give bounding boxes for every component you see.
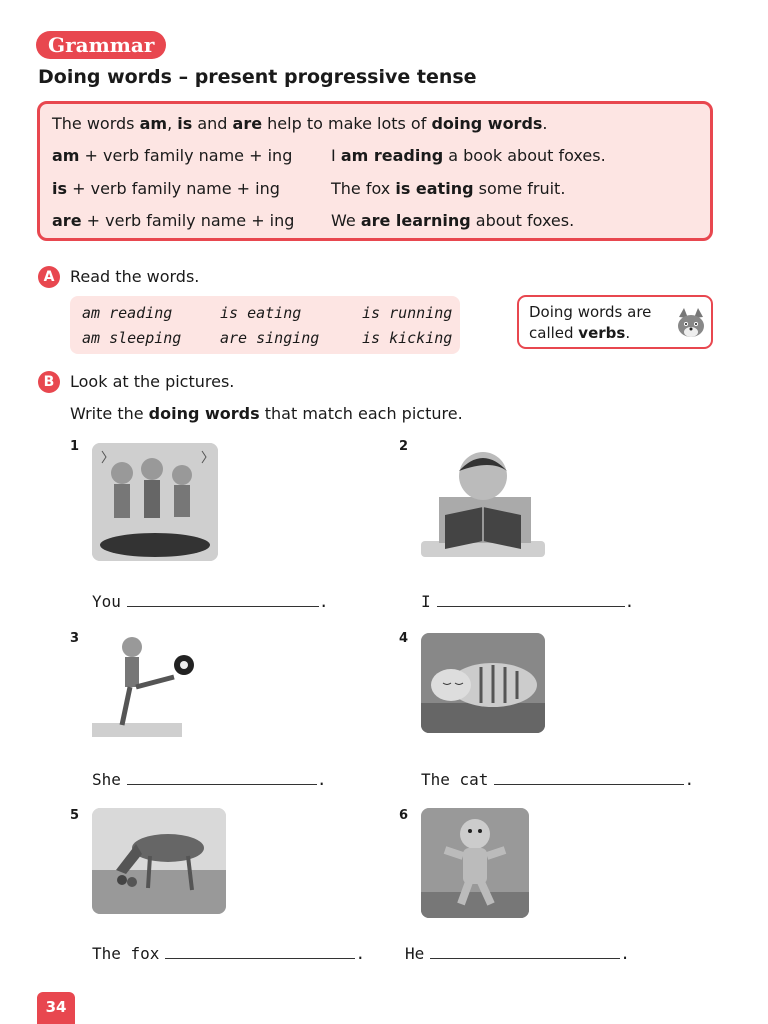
picture-cat-sleeping	[421, 633, 545, 733]
exercise-number: 4	[399, 631, 409, 646]
word-bank-item: am reading	[82, 304, 173, 322]
picture-girl-kicking-ball	[92, 633, 202, 737]
section-label: Grammar	[36, 31, 166, 59]
instruction-text: Write the	[70, 404, 149, 423]
blank-line[interactable]	[437, 592, 625, 607]
answer-prompt: The fox	[92, 944, 160, 963]
example-text: about foxes.	[470, 211, 575, 230]
answer-prompt: You	[92, 592, 121, 611]
section-b-instruction-1: Look at the pictures.	[70, 372, 235, 391]
answer-end: .	[316, 770, 327, 789]
intro-bold: am	[139, 114, 168, 133]
exercise-number: 1	[70, 439, 80, 454]
picture-boy-reading	[421, 443, 545, 557]
tip-text: .	[625, 324, 631, 342]
answer-line-2[interactable]	[421, 592, 634, 611]
blank-line[interactable]	[127, 770, 317, 785]
example-text: The fox	[331, 179, 396, 198]
answer-prompt: I	[421, 592, 431, 611]
intro-text: .	[542, 114, 548, 133]
picture-fox-eating	[92, 808, 226, 914]
picture-children-singing	[92, 443, 218, 561]
tip-note	[517, 295, 713, 349]
exercise-number: 3	[70, 631, 80, 646]
formula-text: + verb family name + ing	[79, 146, 293, 165]
fox-mascot-icon	[673, 307, 709, 343]
section-a-badge: A	[38, 266, 60, 288]
example-bold: are learning	[360, 211, 471, 230]
page-number: 34	[37, 992, 75, 1024]
instruction-text: that match each picture.	[259, 404, 463, 423]
answer-line-3[interactable]	[92, 770, 327, 789]
answer-end: .	[620, 944, 630, 963]
intro-bold: doing words	[431, 114, 543, 133]
tip-line-1: Doing words are	[529, 303, 652, 321]
answer-line-4[interactable]	[421, 770, 694, 789]
example-text: I	[331, 146, 341, 165]
section-b-instruction-2	[70, 404, 463, 423]
page-title: Doing words – present progressive tense	[38, 66, 477, 88]
rule-example	[331, 211, 574, 230]
intro-text: ,	[167, 114, 178, 133]
rule-example	[331, 179, 565, 198]
word-bank	[70, 296, 460, 354]
answer-line-1[interactable]	[92, 592, 329, 611]
answer-end: .	[355, 944, 366, 963]
answer-end: .	[318, 592, 329, 611]
exercise-number: 5	[70, 808, 80, 823]
section-b-badge: B	[38, 371, 60, 393]
instruction-bold: doing words	[148, 404, 260, 423]
blank-line[interactable]	[165, 944, 355, 959]
intro-text: and	[192, 114, 233, 133]
answer-prompt: He	[405, 944, 425, 963]
exercise-number: 6	[399, 808, 409, 823]
answer-end: .	[624, 592, 635, 611]
example-bold: is eating	[395, 179, 474, 198]
tip-line-2	[529, 324, 630, 342]
word-bank-item: are singing	[220, 329, 320, 347]
rule-formula	[52, 179, 280, 198]
word-bank-item: am sleeping	[82, 329, 182, 347]
answer-prompt: The cat	[421, 770, 489, 789]
section-a-instruction: Read the words.	[70, 267, 200, 286]
answer-prompt: She	[92, 770, 121, 789]
word-bank-item: is kicking	[362, 329, 453, 347]
exercise-number: 2	[399, 439, 409, 454]
intro-bold: is	[177, 114, 193, 133]
picture-gingerbread-man-running	[421, 808, 529, 918]
tip-bold: verbs	[578, 324, 626, 342]
answer-line-6[interactable]	[405, 944, 630, 963]
word-bank-item: is eating	[220, 304, 302, 322]
answer-line-5[interactable]	[92, 944, 365, 963]
blank-line[interactable]	[494, 770, 684, 785]
rule-formula	[52, 211, 294, 230]
blank-line[interactable]	[127, 592, 319, 607]
tip-text: called	[529, 324, 579, 342]
intro-text: The words	[52, 114, 140, 133]
rule-example	[331, 146, 606, 165]
rule-formula	[52, 146, 292, 165]
example-text: some fruit.	[473, 179, 566, 198]
formula-text: + verb family name + ing	[81, 211, 295, 230]
example-bold: am reading	[340, 146, 444, 165]
example-text: We	[331, 211, 361, 230]
formula-text: + verb family name + ing	[67, 179, 280, 198]
blank-line[interactable]	[430, 944, 620, 959]
helper-word: are	[52, 211, 82, 230]
helper-word: am	[52, 146, 80, 165]
intro-text: help to make lots of	[262, 114, 432, 133]
word-bank-item: is running	[362, 304, 453, 322]
example-text: a book about foxes.	[443, 146, 606, 165]
answer-end: .	[684, 770, 695, 789]
rule-intro	[52, 114, 548, 133]
intro-bold: are	[232, 114, 263, 133]
helper-word: is	[52, 179, 68, 198]
rule-box	[37, 101, 713, 241]
